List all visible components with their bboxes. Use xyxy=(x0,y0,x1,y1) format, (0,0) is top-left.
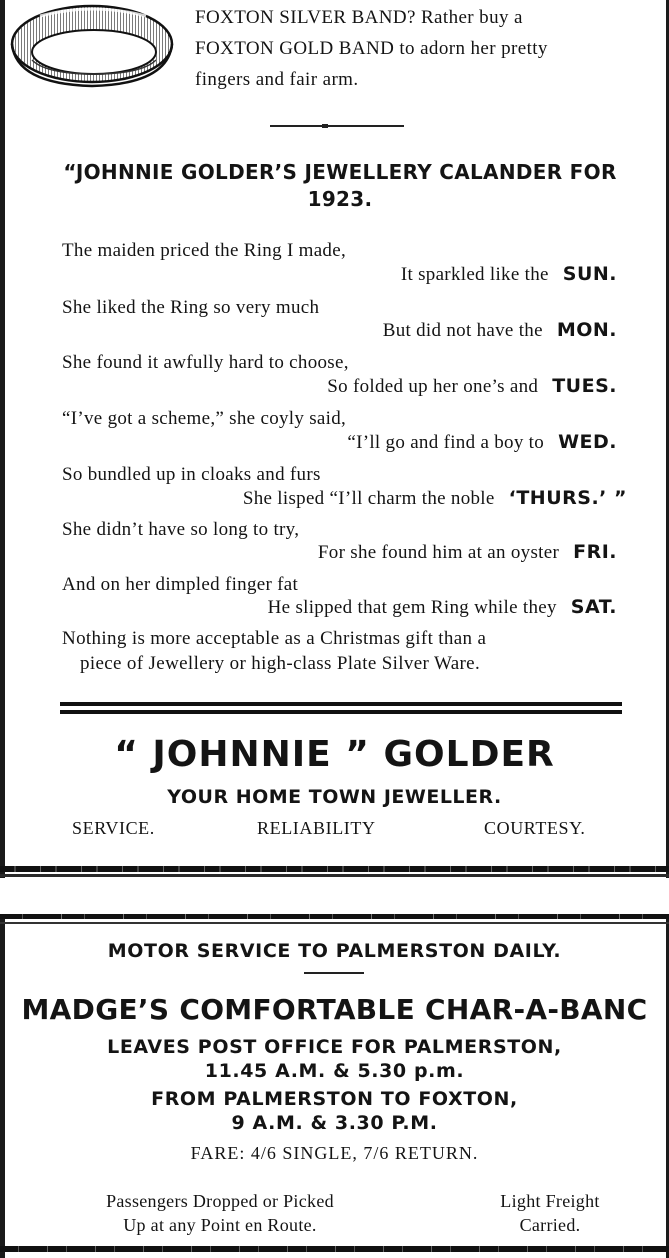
divider xyxy=(270,125,404,127)
poem-line: She liked the Ring so very much xyxy=(62,297,320,318)
poem-line: And on her dimpled finger fat xyxy=(62,574,299,595)
intro-line: fingers and fair arm. xyxy=(195,69,359,90)
poem-line xyxy=(327,375,617,398)
poem-line xyxy=(347,431,617,454)
border-rule xyxy=(0,874,669,877)
intro-line: FOXTON SILVER BAND? Rather buy a xyxy=(195,7,523,28)
passengers-line: Up at any Point en Route. xyxy=(123,1215,317,1235)
freight-note xyxy=(470,1189,630,1237)
closing-line: piece of Jewellery or high-class Plate Silver Ware. xyxy=(80,653,481,674)
poem-line-text: But did not have the xyxy=(382,320,543,341)
poem-line: “I’ve got a scheme,” she coyly said, xyxy=(62,408,347,429)
fare-line: FARE: 4/6 SINGLE, 7/6 RETURN. xyxy=(190,1143,479,1163)
border-rule xyxy=(0,922,669,924)
ring-icon xyxy=(6,0,174,92)
poem-line: So bundled up in cloaks and furs xyxy=(62,464,321,485)
poem-line: The maiden priced the Ring I made, xyxy=(62,240,347,261)
poem-line xyxy=(383,319,617,342)
poem-line xyxy=(243,487,627,510)
border-rule xyxy=(0,914,669,919)
jeweller-name: “ JOHNNIE ” GOLDER xyxy=(114,734,555,775)
freight-line: Light Freight xyxy=(500,1191,600,1211)
poem-line-text: She lisped “I’ll charm the noble xyxy=(242,488,495,509)
border-rule xyxy=(0,866,669,872)
passengers-note xyxy=(60,1189,380,1237)
divider xyxy=(60,702,622,706)
passengers-line: Passengers Dropped or Picked xyxy=(106,1191,334,1211)
poem-line-text: He slipped that gem Ring while they xyxy=(267,597,557,618)
divider xyxy=(304,972,364,974)
weekday-word: SAT. xyxy=(570,596,617,618)
departure-times: 11.45 A.M. & 5.30 p.m. xyxy=(204,1060,465,1082)
poem-line: She didn’t have so long to try, xyxy=(62,519,300,540)
divider xyxy=(60,710,622,714)
return-times: 9 A.M. & 3.30 P.M. xyxy=(231,1112,438,1134)
weekday-word: FRI. xyxy=(573,541,617,563)
poem-line-text: It sparkled like the xyxy=(400,264,549,285)
weekday-word: SUN. xyxy=(562,263,617,285)
calendar-heading: “JOHNNIE GOLDER’S JEWELLERY CALANDER FOR xyxy=(63,160,617,184)
value-word: RELIABILITY xyxy=(257,818,376,838)
poem-line-text: “I’ll go and find a boy to xyxy=(347,432,545,453)
calendar-year: 1923. xyxy=(307,187,373,211)
intro-text xyxy=(195,2,635,95)
poem-line-text: For she found him at an oyster xyxy=(317,542,560,563)
jeweller-tagline: YOUR HOME TOWN JEWELLER. xyxy=(167,786,502,808)
poem-line: She found it awfully hard to choose, xyxy=(62,352,349,373)
poem-line xyxy=(318,541,617,564)
weekday-word: TUES. xyxy=(552,375,617,397)
border-rule xyxy=(0,1246,669,1252)
char-a-banc-headline: MADGE’S COMFORTABLE CHAR-A-BANC xyxy=(21,993,648,1026)
closing-line: Nothing is more acceptable as a Christmas gift than a xyxy=(62,628,487,649)
intro-line: FOXTON GOLD BAND to adorn her pretty xyxy=(195,38,548,59)
departure-line: LEAVES POST OFFICE FOR PALMERSTON, xyxy=(107,1036,562,1058)
poem-line-text: So folded up her one’s and xyxy=(327,376,539,397)
freight-line: Carried. xyxy=(519,1215,581,1235)
return-line: FROM PALMERSTON TO FOXTON, xyxy=(151,1088,518,1110)
poem-line xyxy=(268,596,617,619)
service-line: MOTOR SERVICE TO PALMERSTON DAILY. xyxy=(107,940,562,962)
value-word: COURTESY. xyxy=(484,818,586,838)
weekday-word: MON. xyxy=(556,319,617,341)
value-word: SERVICE. xyxy=(72,818,155,838)
weekday-word: WED. xyxy=(558,431,617,453)
weekday-word: ‘THURS.’ ” xyxy=(508,487,627,509)
poem-line xyxy=(401,263,617,286)
